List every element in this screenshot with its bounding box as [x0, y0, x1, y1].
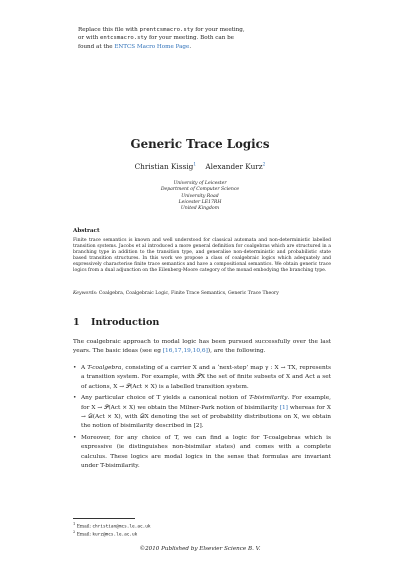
footnote [73, 530, 137, 537]
affiliation-line: Department of Computer Science [160, 187, 240, 193]
affiliation-line: University Road [181, 193, 219, 199]
bullet-term: T-bisimilarity [249, 395, 288, 402]
header-text: or with [78, 35, 101, 42]
citation-link[interactable]: [16,17,19,10,6] [162, 348, 208, 355]
author-name: Alexander Kurz [205, 162, 263, 171]
header-note [78, 26, 328, 51]
bullet-item [73, 434, 331, 472]
bullet-item [73, 394, 331, 432]
affiliation-line: United Kingdom [180, 206, 220, 212]
header-note-line-2 [78, 34, 328, 42]
macro-filename-entcs: entcsmacro.sty [100, 35, 148, 42]
bullet-text: whereas for X → 𝒟(Act × X), with 𝒟X denoting the set of probability distributions on X, we obtain the notion of bisimilarity described in [2]. [81, 404, 331, 430]
citation-link[interactable]: [1] [279, 404, 288, 411]
paper-title: Generic Trace Logics [130, 137, 270, 151]
author-list [0, 162, 400, 171]
paragraph-text: ), are the following. [207, 348, 266, 355]
header-note-line-3 [78, 43, 328, 51]
intro-paragraph [73, 338, 331, 357]
bullet-text: . For example, for X → 𝒫(Act × X) we obtain the Milner-Park notion of bisimilarity [81, 395, 331, 411]
bullet-text: Moreover, for any choice of T, we can find a logic for T-coalgebras which is expressive (ie distinguishes non-bisimilar states) and comes with a complete calculus. These logics are modal logics in the sense that formulas are invariant under T-bisimilarity. [81, 434, 331, 470]
bullet-text: , consisting of a carrier X and a ‘next-step’ map γ : X → TX, represents a transition system. For example, with 𝒫X the set of finite subsets of X and Act a set of actions, X → 𝒫(Act × X) is a labelled transition system. [81, 365, 331, 390]
bullet-text: A [81, 365, 88, 371]
bullet-list [73, 364, 331, 473]
footnote-label: Email: [76, 524, 91, 530]
header-text: Replace this file with [78, 27, 140, 33]
bullet-item [73, 364, 331, 392]
affiliation-line: University of Leicester [173, 181, 227, 186]
header-text: found at the [78, 43, 115, 50]
bullet-term: T-coalgebra [87, 365, 122, 371]
affiliation-line: Leicester LE17RH [178, 199, 222, 205]
email-address[interactable]: christian@mcs.le.ac.uk [92, 524, 151, 530]
author-name: Christian Kissig [134, 162, 194, 171]
footnote-marker[interactable]: 1 [193, 162, 197, 168]
publisher-footer: ©2010 Published by Elsevier Science B. V. [139, 546, 261, 552]
footnote [73, 522, 151, 529]
keywords-text: Coalgebra, Coalgebraic Logic, Finite Trace Semantics, Generic Trace Theory [98, 291, 279, 296]
macro-filename-prent: prentcsmacro.sty [139, 27, 194, 33]
bullet-text: Any particular choice of T yields a canonical notion of [81, 395, 250, 402]
section-title: Introduction [91, 317, 160, 328]
footnote-label: Email: [76, 532, 91, 538]
abstract-heading: Abstract [73, 228, 100, 234]
section-heading [73, 317, 159, 328]
header-text: for your meeting. Both can be [147, 35, 234, 42]
email-address[interactable]: kurz@mcs.le.ac.uk [92, 532, 138, 538]
keywords-label: Keywords: [73, 291, 98, 296]
footnote-marker[interactable]: 2 [262, 162, 266, 168]
footnote-mark: 1 [73, 522, 76, 526]
paragraph-text: The coalgebraic approach to modal logic has been pursued successfully over the last years. The basic ideas (see eg [73, 339, 331, 355]
affiliation [0, 181, 400, 212]
header-text: . [189, 43, 192, 50]
abstract-text: Finite trace semantics is known and well understood for classical automata and non-deterministic labelled transition systems. Jacobs et al introduced a more general definition for coalgebras which are structured in a branching type in addition to the transition type, and generalise non-deterministic and probabilistic state based transition structures. In this work we propose a class of coalgebraic logics which adequately and expressively characterise finite trace semantics and have a compositional semantics. We obtain generic trace logics from a dual adjunction on the Eilenberg-Moore category of the monad embodying the branching type. [73, 238, 331, 274]
section-number: 1 [73, 317, 80, 328]
keywords [73, 291, 331, 296]
entcs-macro-home-page-link[interactable]: ENTCS Macro Home Page [114, 43, 190, 50]
footnote-mark: 2 [73, 530, 76, 534]
footnote-rule [73, 518, 135, 519]
header-note-line-1 [78, 26, 328, 34]
header-text: for your meeting, [193, 27, 245, 33]
